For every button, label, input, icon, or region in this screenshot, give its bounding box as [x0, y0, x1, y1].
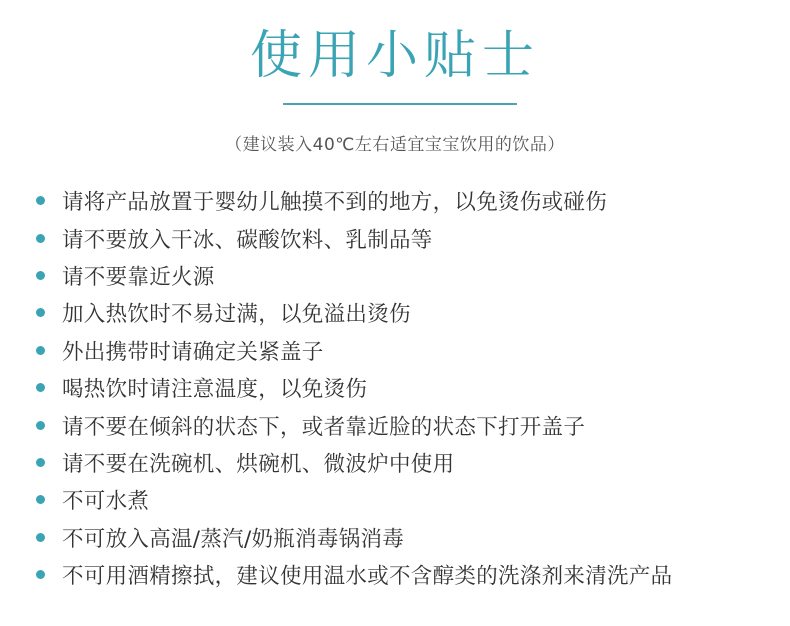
list-item	[30, 444, 770, 481]
bullet-dot-icon	[36, 495, 45, 504]
tip-text: 加入热饮时不易过满，以免溢出烫伤	[62, 302, 411, 328]
list-item	[30, 481, 770, 518]
title-underline	[283, 103, 517, 105]
bullet-dot-icon	[36, 234, 45, 243]
bullet-dot-icon	[36, 271, 45, 280]
list-item	[30, 219, 770, 256]
bullet-dot-icon	[36, 458, 45, 467]
bullet-dot-icon	[36, 196, 45, 205]
list-item	[30, 369, 770, 406]
list-item	[30, 406, 770, 443]
tip-text: 不可放入高温/蒸汽/奶瓶消毒锅消毒	[62, 526, 405, 552]
tips-list	[30, 182, 770, 593]
bullet-dot-icon	[36, 346, 45, 355]
list-item	[30, 556, 770, 593]
list-item	[30, 257, 770, 294]
list-item	[30, 332, 770, 369]
page-title: 使用小贴士	[249, 26, 540, 86]
tip-text: 请将产品放置于婴幼儿触摸不到的地方，以免烫伤或碰伤	[62, 190, 608, 216]
tip-text: 外出携带时请确定关紧盖子	[62, 339, 324, 365]
tip-text: 不可水煮	[62, 489, 150, 515]
list-item	[30, 294, 770, 331]
bullet-dot-icon	[36, 570, 45, 579]
tip-text: 请不要靠近火源	[62, 264, 215, 290]
tip-text: 不可用酒精擦拭，建议使用温水或不含醇类的洗涤剂来清洗产品	[62, 564, 673, 590]
tip-text: 请不要在倾斜的状态下，或者靠近脸的状态下打开盖子	[62, 414, 586, 440]
tip-text: 喝热饮时请注意温度，以免烫伤	[62, 377, 368, 403]
tip-text: 请不要放入干冰、碳酸饮料、乳制品等	[62, 227, 433, 253]
subtitle-note: （建议装入40℃左右适宜宝宝饮用的饮品）	[225, 135, 565, 155]
bullet-dot-icon	[36, 383, 45, 392]
list-item	[30, 519, 770, 556]
tip-text: 请不要在洗碗机、烘碗机、微波炉中使用	[62, 451, 455, 477]
bullet-dot-icon	[36, 308, 45, 317]
list-item	[30, 182, 770, 219]
bullet-dot-icon	[36, 421, 45, 430]
bullet-dot-icon	[36, 533, 45, 542]
